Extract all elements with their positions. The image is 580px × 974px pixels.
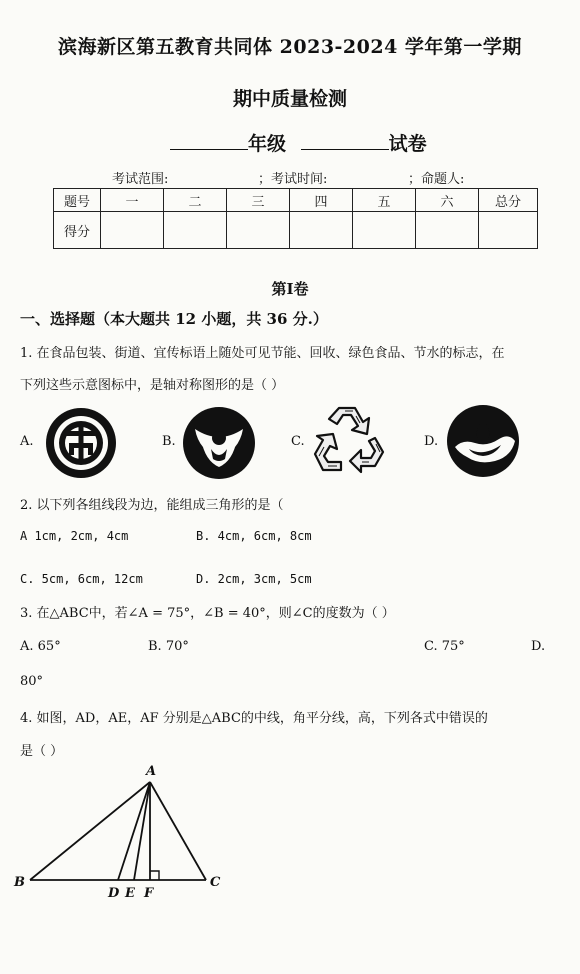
water-saving-logo-icon	[445, 403, 521, 479]
label-c: C	[210, 875, 221, 890]
score-table-header-cell: 三	[227, 189, 290, 212]
side-ac	[150, 782, 206, 880]
q1-option-d-label: D.	[424, 434, 439, 449]
q3-option-d-label: D.	[531, 639, 546, 654]
q3-option-d-value: 80°	[20, 674, 44, 689]
q2-option-d: D. 2cm, 3cm, 5cm	[196, 572, 312, 586]
q2-option-a: A 1cm, 2cm, 4cm	[20, 529, 129, 543]
score-cell[interactable]	[101, 212, 164, 249]
label-e: E	[125, 886, 135, 900]
side-ab	[30, 782, 150, 880]
author-label: ；命题人:	[408, 172, 465, 187]
green-food-logo-icon	[181, 405, 257, 481]
bisector-ae	[134, 782, 150, 880]
triangle-figure	[10, 760, 230, 900]
exam-subtitle: 期中质量检测	[232, 88, 347, 110]
score-table-header-cell: 二	[164, 189, 227, 212]
score-table-score-row	[54, 212, 538, 249]
score-table-header-cell: 六	[416, 189, 479, 212]
exam-scope-label: 考试范围:	[112, 172, 169, 187]
right-angle-mark	[150, 871, 159, 880]
score-table-header-cell: 五	[353, 189, 416, 212]
q1-stem-line2: 下列这些示意图标中，是轴对称图形的是（ ）	[20, 378, 285, 393]
label-f: F	[144, 886, 154, 900]
energy-saving-logo-icon	[43, 405, 119, 481]
score-table-header-cell: 一	[101, 189, 164, 212]
paper-suffix: 试卷	[388, 133, 427, 155]
q3-stem: 3. 在△ABC中，若∠A = 75°，∠B = 40°，则∠C的度数为（ ）	[20, 606, 395, 621]
q2-stem: 2. 以下列各组线段为边，能组成三角形的是（	[20, 498, 284, 513]
grade-suffix: 年级	[248, 133, 287, 155]
q4-stem-line1: 4. 如图，AD，AE，AF 分别是△ABC的中线，角平分线，高，下列各式中错误的	[20, 711, 488, 726]
q2-option-c: C. 5cm, 6cm, 12cm	[20, 572, 143, 586]
score-cell[interactable]	[479, 212, 538, 249]
score-cell[interactable]	[227, 212, 290, 249]
grade-paper-line	[170, 129, 427, 156]
score-table-header-cell: 题号	[54, 189, 101, 212]
median-ad	[118, 782, 150, 880]
q3-option-c: C. 75°	[424, 639, 465, 654]
score-row-label: 得分	[54, 212, 101, 249]
score-cell[interactable]	[353, 212, 416, 249]
part1-heading: 一、选择题（本大题共 12 小题，共 36 分.）	[20, 310, 328, 328]
exam-title: 滨海新区第五教育共同体 2023-2024 学年第一学期	[58, 36, 522, 58]
grade-blank[interactable]	[170, 133, 248, 150]
q2-option-b: B. 4cm, 6cm, 8cm	[196, 529, 312, 543]
q3-option-a: A. 65°	[20, 639, 61, 654]
score-table-header-row	[54, 189, 538, 212]
score-cell[interactable]	[416, 212, 479, 249]
q4-stem-line2: 是（ ）	[20, 744, 64, 759]
q1-option-c-label: C.	[291, 434, 305, 449]
score-table-header-cell: 总分	[479, 189, 538, 212]
score-table	[53, 188, 538, 249]
score-table-header-cell: 四	[290, 189, 353, 212]
label-b: B	[14, 875, 25, 890]
q1-stem-line1: 1. 在食品包装、街道、宜传标语上随处可见节能、回收、绿色食品、节水的标志，在	[20, 346, 505, 361]
recycling-logo-icon	[309, 404, 387, 476]
score-cell[interactable]	[290, 212, 353, 249]
q1-option-b-label: B.	[162, 434, 176, 449]
q1-option-a-label: A.	[20, 434, 34, 449]
q3-option-b: B. 70°	[148, 639, 189, 654]
exam-time-label: ；考试时间:	[258, 172, 328, 187]
label-d: D	[108, 886, 120, 900]
score-cell[interactable]	[164, 212, 227, 249]
section-title: 第Ⅰ卷	[271, 280, 309, 298]
paper-blank[interactable]	[301, 133, 389, 150]
label-a: A	[146, 764, 157, 779]
